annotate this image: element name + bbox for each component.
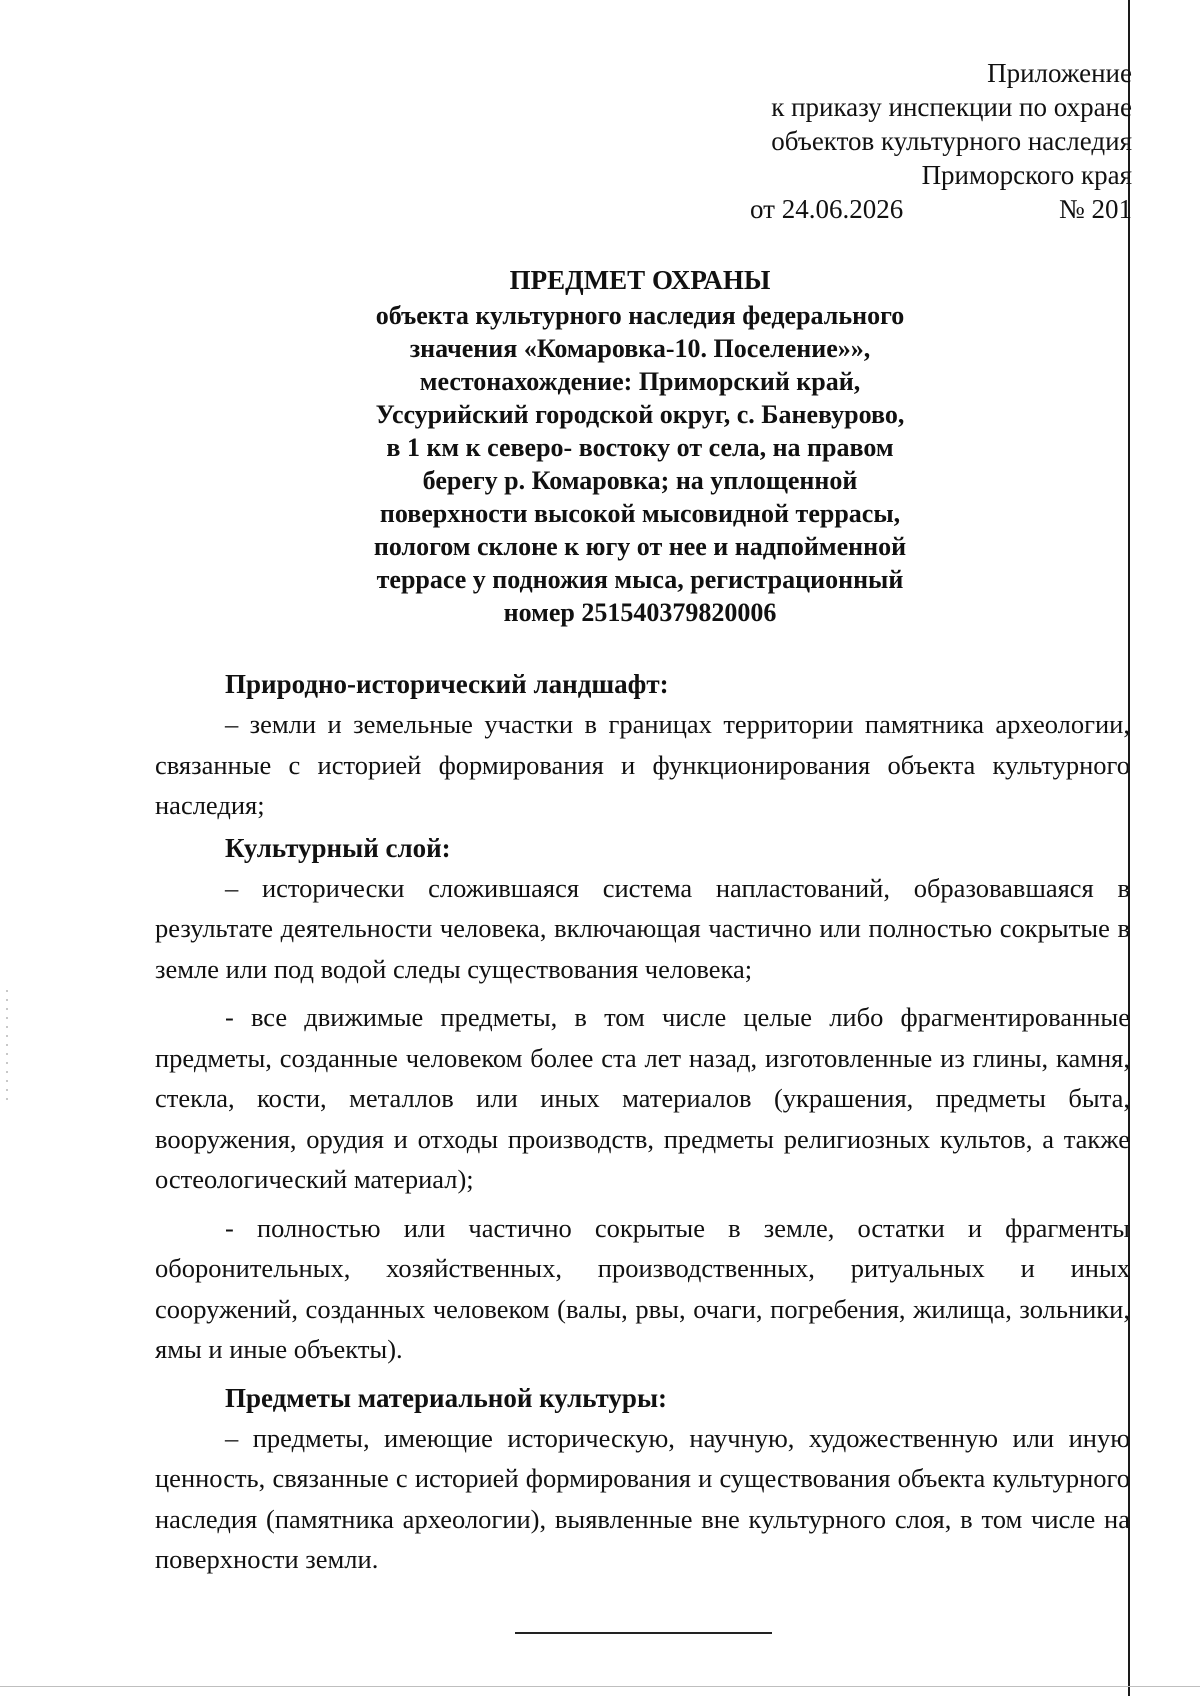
title-line: поверхности высокой мысовидной террасы,: [379, 499, 901, 528]
header-line-4: Приморского края: [921, 160, 1132, 190]
section-heading-landscape: Природно-исторический ландшафт:: [225, 669, 669, 699]
document-title: [250, 263, 1030, 629]
title-main: ПРЕДМЕТ ОХРАНЫ: [509, 265, 771, 295]
paragraph-layer-3: - полностью или частично сокрытые в земле, остатки и фрагменты оборонительных, хозяйственных, производственных, ритуальных и иных сооружений, созданных человеком (валы, рвы, очаги, погребения, жилища, зольники, ямы и иные объекты).: [155, 1212, 1130, 1364]
appendix-label: Приложение: [987, 58, 1132, 88]
order-date: от 24.06.2026: [750, 194, 904, 224]
header-line-3: объектов культурного наследия: [771, 126, 1132, 156]
document-body: [155, 664, 1130, 1580]
header-line-2: к приказу инспекции по охране: [771, 92, 1132, 122]
paragraph-landscape: – земли и земельные участки в границах территории памятника археологии, связанные с историей формирования и функционирования объекта культурного наследия;: [155, 709, 1130, 820]
section-heading-cultural-layer: Культурный слой:: [225, 832, 451, 863]
title-line: пологом склоне к югу от нее и надпойменной: [373, 532, 907, 561]
end-divider-line: [515, 1632, 772, 1634]
title-line: объекта культурного наследия федерального: [375, 301, 905, 330]
title-line: местонахождение: Приморский край,: [419, 367, 861, 396]
title-line: номер 251540379820006: [503, 598, 777, 627]
section-heading-material-culture: Предметы материальной культуры:: [225, 1382, 668, 1413]
scan-bottom-edge: [0, 1686, 1200, 1687]
paragraph-layer-1: – исторически сложившаяся система напластований, образовавшаяся в результате деятельности человека, включающая частично или полностью сокрытые в земле или под водой следы существования человека;: [155, 872, 1130, 984]
paragraph-material-1: – предметы, имеющие историческую, научную, художественную или иную ценность, связанные с историей формирования и существования объекта культурного наследия (памятника археологии), выявленные вне культурного слоя, в том числе на поверхности земли.: [155, 1422, 1130, 1574]
title-line: террасе у подножия мыса, регистрационный: [376, 565, 904, 594]
paragraph-layer-2: - все движимые предметы, в том числе целые либо фрагментированные предметы, созданные человеком более ста лет назад, изготовленные из глины, камня, стекла, кости, металлов или иных материалов (украшения, предметы быта, вооружения, орудия и отходы производств, предметы религиозных культов, а также остеологический материал);: [155, 1002, 1130, 1194]
order-date-number-row: [750, 192, 1132, 226]
appendix-header: [612, 56, 1132, 226]
title-line: Уссурийский городской округ, с. Баневурово,: [375, 400, 905, 429]
title-line: берегу р. Комаровка; на уплощенной: [422, 466, 858, 495]
title-line: в 1 км к северо- востоку от села, на правом: [386, 433, 894, 462]
title-subtitle: [250, 299, 1030, 629]
order-number: № 201: [1058, 194, 1132, 224]
title-line: значения «Комаровка-10. Поселение»»,: [409, 334, 871, 363]
scan-left-dots: [6, 990, 8, 1100]
